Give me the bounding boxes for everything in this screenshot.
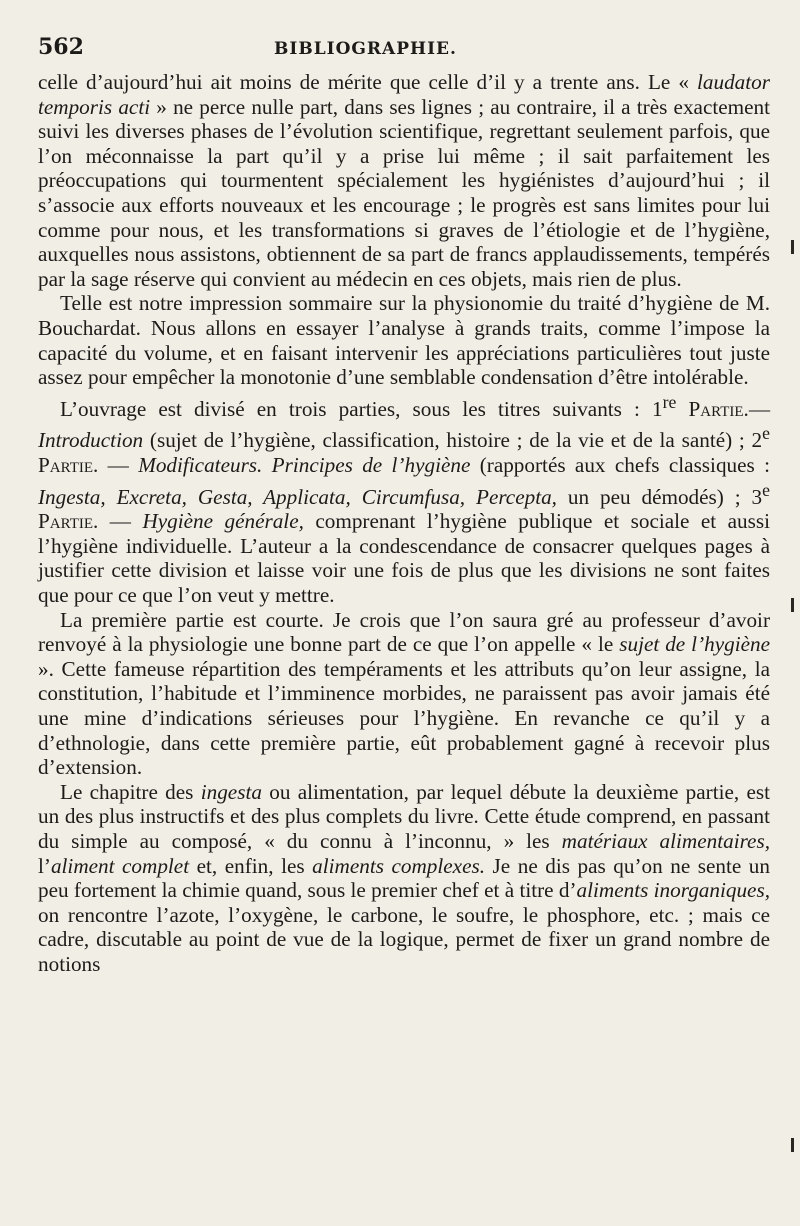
text-segment: » ne perce nulle part, dans ses lignes ; au contraire, il a très exactement suivi les diverses phases de l’évolution scientifique, regrettant seulement parfois, que l’on méconnaisse la part qu’il y a prise lui même ; il sait parfaitement les préoccupations qui tourmentent spécialement les hygiénistes d’aujourd’hui ; il s’associe aux efforts nouveaux et les encourage ; le progrès est sans limites pour lui comme pour nous, et les transformations si graves de l’étiologie et de l’hygiène, auxquelles nous assistons, obtiennent de sa part de francs applaudissements, tempérés par la sage réserve qui convient au médecin en ces objets, mais rien de plus. <box>38 94 770 291</box>
text-segment: laudator temporis acti <box>38 70 770 119</box>
text-segment: — <box>98 509 143 534</box>
paragraph <box>38 780 770 977</box>
text-segment: — <box>748 396 770 421</box>
text-segment: Je ne dis pas qu’on ne sente un peu fortement la chimie quand, sous le premier chef et à titre d’ <box>38 853 770 903</box>
text-segment: ou alimentation, par lequel débute la deuxième partie, est un des plus instructifs et des plus complets du livre. Cette étude comprend, en passant du simple au composé, « du connu à l’inconnu, » les <box>38 779 771 853</box>
text-segment: ingesta <box>200 779 262 804</box>
text-segment: Telle est notre impression sommaire sur la physionomie du traité d’hygiène de M. Bouchardat. Nous allons en essayer l’analyse à grands traits, comme l’impose la capacité du volume, et en faisant intervenir les appréciations particulières tout juste assez pour empêcher la monotonie d’une semblable condensation d’être intolérable. <box>38 291 770 390</box>
text-segment: ». Cette fameuse répartition des tempéraments et les attributs qu’on leur assigne, la constitution, l’habitude et l’imminence morbides, ne paraissent pas avoir jamais été une mine d’indications sérieuses pour l’hygiène. En revanche ce qu’il y a d’ethnologie, dans cette première partie, eût probablement gagné à recevoir plus d’extension. <box>38 656 770 780</box>
page-number: 562 <box>38 34 84 60</box>
text-segment: Modificateurs. Principes de l’hygiène <box>138 453 471 478</box>
text-segment: Introduction <box>38 428 144 453</box>
text-segment: (sujet de l’hygiène, classification, histoire ; de la vie et de la santé) ; 2 <box>143 428 763 453</box>
text-segment: e <box>762 479 770 500</box>
text-segment: Hygiène générale, <box>142 509 304 534</box>
margin-mark <box>791 1138 794 1152</box>
text-segment: aliment complet <box>50 853 190 878</box>
text-segment: celle d’aujourd’hui ait moins de mérite que celle d’il y a trente ans. Le « <box>38 70 697 94</box>
paragraph <box>38 70 770 291</box>
body-text <box>38 70 770 977</box>
text-segment: aliments inorganiques, <box>576 878 770 903</box>
paragraph <box>38 291 770 389</box>
text-segment: et, enfin, les <box>189 853 313 878</box>
margin-mark <box>791 240 794 254</box>
text-segment: re <box>662 391 677 412</box>
text-segment: Partie. <box>38 453 99 478</box>
text-segment: Le chapitre des <box>60 779 201 804</box>
text-segment: Ingesta, Excreta, Gesta, Applicata, Circumfusa, Percepta, <box>38 484 557 509</box>
paragraph <box>38 390 770 608</box>
paragraph <box>38 608 770 780</box>
text-segment: (rapportés aux chefs classiques : <box>470 453 770 478</box>
text-segment: aliments complexes. <box>312 853 486 878</box>
text-segment: comprenant l’hygiène publique et sociale et aussi l’hygiène individuelle. L’auteur a la condescendance de consacrer quelques pages à justifier cette division et laisse voir une fois de plus que les divisions ne sont faites que pour ce que l’on veut y mettre. <box>38 509 771 608</box>
text-segment: Partie. <box>676 396 749 421</box>
running-title: BIBLIOGRAPHIE. <box>274 39 457 59</box>
text-segment: Partie. <box>38 509 99 534</box>
text-segment: La première partie est courte. Je crois que l’on saura gré au professeur d’avoir renvoyé à la physiologie une bonne part de ce que l’on appelle « le <box>38 607 770 657</box>
text-segment: l’ <box>38 853 51 878</box>
text-segment: — <box>98 453 139 478</box>
text-segment: e <box>762 423 770 444</box>
page-header <box>38 34 770 62</box>
text-segment: on rencontre l’azote, l’oxygène, le carbone, le soufre, le phosphore, etc. ; mais ce cadre, discutable au point de vue de la logique, permet de fixer un grand nombre de notions <box>38 902 770 976</box>
text-segment: sujet de l’hygiène <box>619 632 771 657</box>
text-segment: matériaux alimentaires, <box>561 829 770 853</box>
margin-mark <box>791 598 794 612</box>
text-segment: L’ouvrage est divisé en trois parties, sous les titres suivants : 1 <box>60 396 663 421</box>
text-segment: un peu démodés) ; 3 <box>556 484 763 509</box>
